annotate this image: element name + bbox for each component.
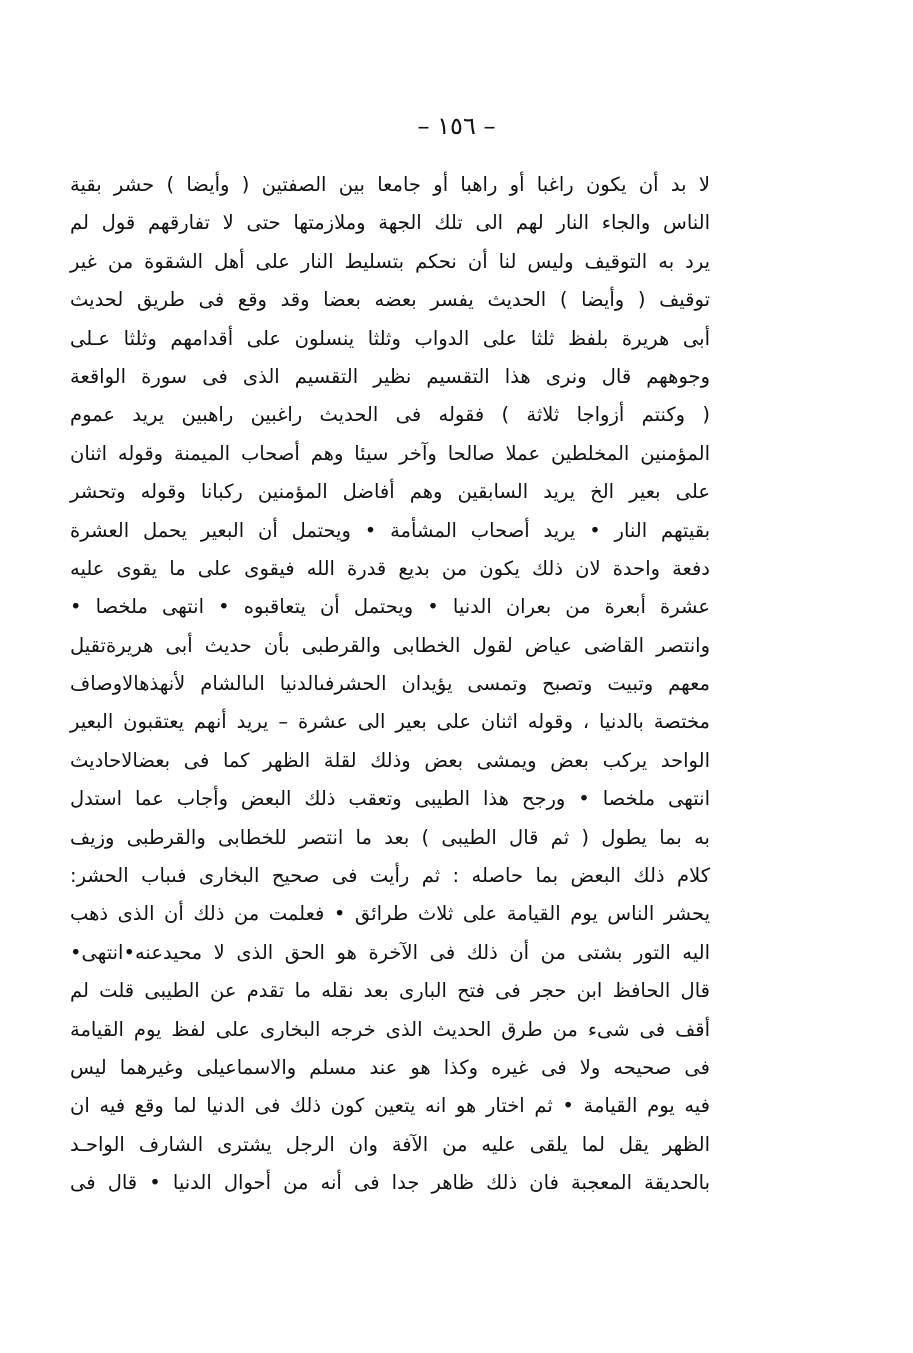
text-line: أبى هريرة بلفظ ثلثا على الدواب وثلثا ينسلون على أقدامهم وثلثا عـلى <box>70 326 710 350</box>
text-line: بالحديقة المعجبة فان ذلك ظاهر جدا فى أنه من أحوال الدنيا • قال فى <box>70 1171 710 1195</box>
text-line: عشرة أبعرة من بعران الدنيا • ويحتمل أن يتعاقبوه • انتهى ملخصا • <box>70 595 710 619</box>
text-line: المؤمنين المخلطين عملا صالحا وآخر سيئا وهم أصحاب الميمنة وقوله اثنان <box>70 441 710 465</box>
text-line: معهم وتبيت وتصبح وتمسى يؤيدان الحشرفىالدنيا الىالشام لأنهذهالاوصاف <box>70 672 710 696</box>
text-line: كلام ذلك البعض بما حاصله : ثم رأيت فى صحيح البخارى فىباب الحشر: <box>70 864 710 888</box>
text-line: اليه التور بشتى من أن ذلك فى الآخرة هو الحق الذى لا محيدعنه•انتهى• <box>70 940 710 964</box>
text-line: أقف فى شىء من طرق الحديث الذى خرجه البخارى على لفظ يوم القيامة <box>70 1017 710 1041</box>
text-line: مختصة بالدنيا ، وقوله اثنان على بعير الى عشرة – يريد أنهم يعتقبون البعير <box>70 710 710 734</box>
body-text <box>70 166 710 1203</box>
text-line: لا بد أن يكون راغبا أو راهبا أو جامعا بين الصفتين ( وأيضا ) حشر بقية <box>70 173 710 196</box>
text-line: الناس والجاء النار لهم الى تلك الجهة وملازمتها حتى لا تفارقهم قول لم <box>70 211 710 235</box>
text-line: دفعة واحدة لان ذلك يكون من بديع قدرة الله فيقوى على ما يقوى عليه <box>70 556 710 580</box>
text-line: يرد به التوقيف وليس لنا أن نحكم بتسليط النار على أهل الشقوة من غير <box>70 249 710 273</box>
text-line: وجوههم قال ونرى هذا التقسيم نظير التقسيم الذى فى سورة الواقعة <box>70 364 710 388</box>
text-line: انتهى ملخصا • ورجح هذا الطيبى وتعقب ذلك البعض وأجاب عما استدل <box>70 787 710 811</box>
text-line: ( وكنتم أزواجا ثلاثة ) فقوله فى الحديث راغبين راهبين يريد عموم <box>70 403 710 427</box>
text-line: به بما يطول ( ثم قال الطيبى ) بعد ما انتصر للخطابى والقرطبى وزيف <box>70 825 710 849</box>
text-line: قال الحافظ ابن حجر فى فتح البارى بعد نقله ما تقدم عن الطيبى قلت لم <box>70 979 710 1003</box>
text-line: وانتصر القاضى عياض لقول الخطابى والقرطبى بأن حديث أبى هريرةتقيل <box>70 633 710 657</box>
text-line: توقيف ( وأيضا ) الحديث يفسر بعضه بعضا وقد وقع فى طريق لحديث <box>70 288 710 312</box>
text-line: فيه يوم القيامة • ثم اختار هو انه يتعين كون ذلك فى الدنيا لما وقع فيه ان <box>70 1094 710 1118</box>
text-line: الظهر يقل لما يلقى عليه من الآفة وان الرجل يشترى الشارف الواحـد <box>70 1132 710 1156</box>
text-line: على بعير الخ يريد السابقين وهم أفاضل المؤمنين ركبانا وقوله وتحشر <box>70 480 710 504</box>
page-number: – ١٥٦ – <box>417 112 496 140</box>
text-line: فى صحيحه ولا فى غيره وكذا هو عند مسلم والاسماعيلى وغيرهما ليس <box>70 1055 710 1079</box>
text-line: الواحد يركب بعض ويمشى بعض وذلك لقلة الظهر كما فى بعضالاحاديث <box>70 748 710 772</box>
text-line: يحشر الناس يوم القيامة على ثلاث طرائق • فعلمت من ذلك أن الذى ذهب <box>70 902 710 926</box>
text-line: بقيتهم النار • يريد أصحاب المشأمة • ويحتمل أن البعير يحمل العشرة <box>70 518 710 542</box>
